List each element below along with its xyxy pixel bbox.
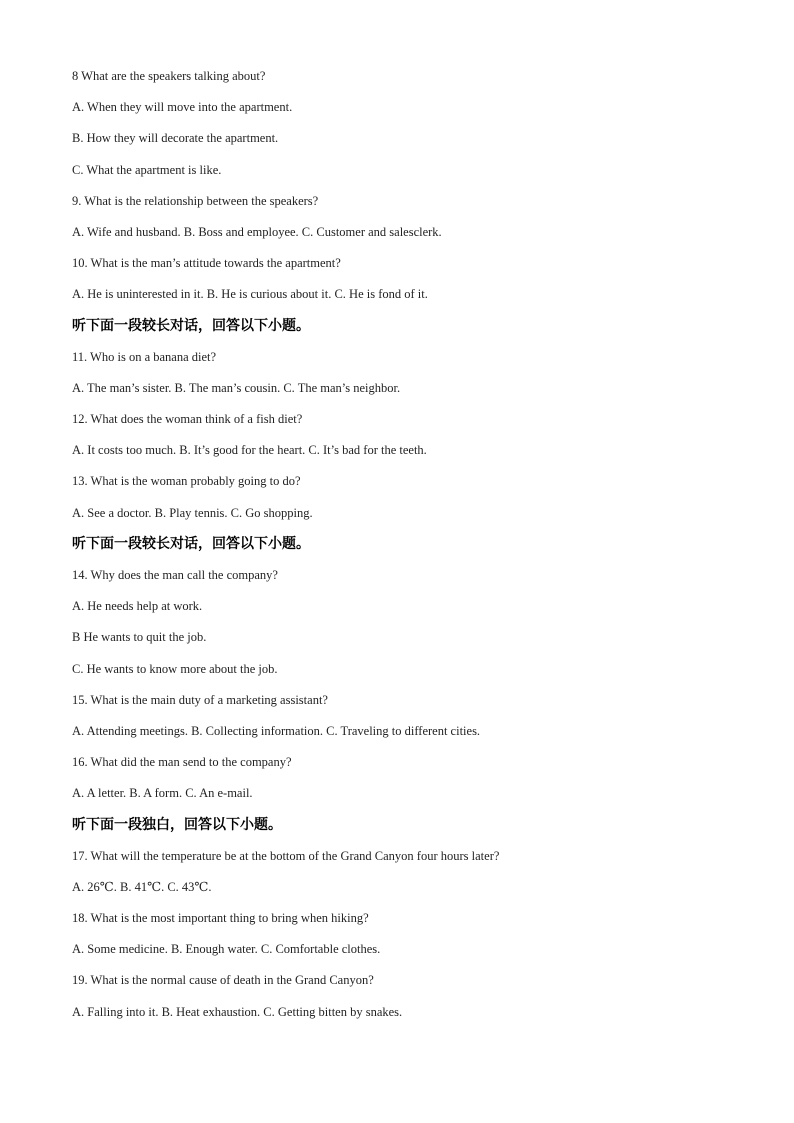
question-text: 12. What does the woman think of a fish diet? — [72, 412, 303, 427]
question-text: 18. What is the most important thing to bring when hiking? — [72, 911, 369, 926]
answer-options: A. Falling into it. B. Heat exhaustion. C. Getting bitten by snakes. — [72, 1004, 403, 1019]
answer-options: B. How they will decorate the apartment. — [72, 131, 279, 146]
section-heading: 听下面一段较长对话，回答以下小题。 — [72, 317, 310, 334]
answer-options: A. Attending meetings. B. Collecting information. C. Traveling to different cities. — [72, 723, 481, 738]
answer-options: A. Some medicine. B. Enough water. C. Comfortable clothes. — [72, 942, 381, 957]
answer-options: A. He needs help at work. — [72, 599, 203, 614]
question-text: 10. What is the man’s attitude towards the apartment? — [72, 256, 341, 271]
answer-options: A. See a doctor. B. Play tennis. C. Go shopping. — [72, 505, 313, 520]
exam-content — [72, 65, 732, 1032]
question-text: 13. What is the woman probably going to do? — [72, 474, 301, 489]
section-heading: 听下面一段独白，回答以下小题。 — [72, 816, 282, 833]
answer-options: A. The man’s sister. B. The man’s cousin. C. The man’s neighbor. — [72, 380, 401, 395]
question-text: 19. What is the normal cause of death in the Grand Canyon? — [72, 973, 374, 988]
answer-options: A. A letter. B. A form. C. An e-mail. — [72, 786, 253, 801]
question-text: 17. What will the temperature be at the bottom of the Grand Canyon four hours later? — [72, 848, 500, 863]
answer-options: C. He wants to know more about the job. — [72, 661, 278, 676]
question-text: 14. Why does the man call the company? — [72, 568, 278, 582]
answer-options: A. 26℃. B. 41℃. C. 43℃. — [72, 879, 212, 894]
question-text: 9. What is the relationship between the speakers? — [72, 193, 319, 208]
answer-options: A. It costs too much. B. It’s good for the heart. C. It’s bad for the teeth. — [72, 443, 427, 458]
question-text: 16. What did the man send to the company? — [72, 755, 292, 770]
answer-options: A. Wife and husband. B. Boss and employee. C. Customer and salesclerk. — [72, 224, 442, 239]
answer-options: B He wants to quit the job. — [72, 630, 207, 645]
section-heading: 听下面一段较长对话，回答以下小题。 — [72, 535, 310, 552]
answer-options: C. What the apartment is like. — [72, 162, 222, 177]
answer-options: A. He is uninterested in it. B. He is curious about it. C. He is fond of it. — [72, 287, 428, 302]
question-text: 8 What are the speakers talking about? — [72, 69, 266, 83]
question-text: 15. What is the main duty of a marketing assistant? — [72, 692, 328, 707]
answer-options: A. When they will move into the apartment. — [72, 100, 293, 115]
question-text: 11. Who is on a banana diet? — [72, 349, 217, 364]
